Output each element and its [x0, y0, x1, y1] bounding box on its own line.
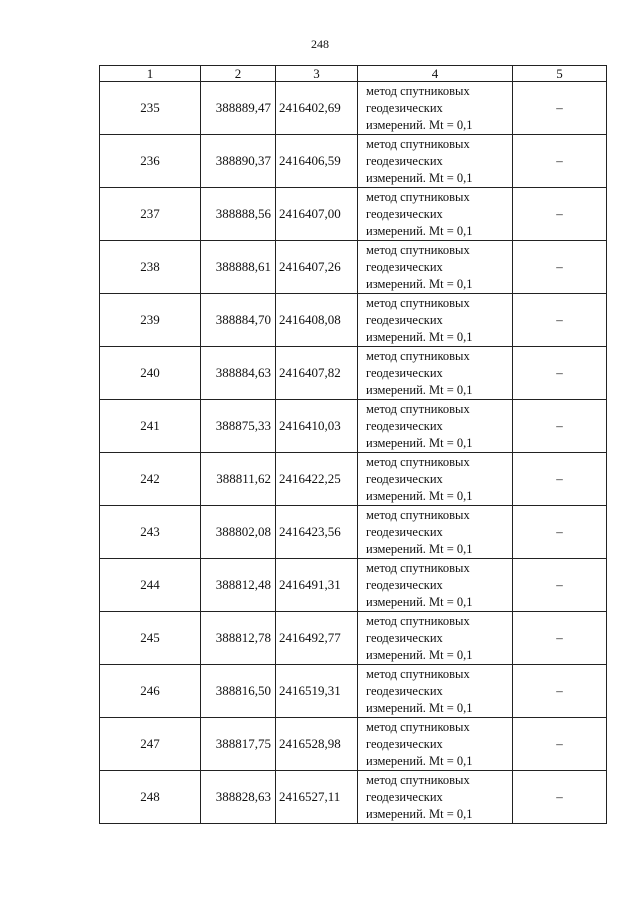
- method-text-line: измерений. Mt = 0,1: [366, 276, 473, 291]
- method-text-line: метод спутниковых: [366, 613, 470, 628]
- method-text-line: измерений. Mt = 0,1: [366, 117, 473, 132]
- point-number-cell: 236: [100, 135, 201, 188]
- point-number-cell: 243: [100, 506, 201, 559]
- x-coordinate-cell: 388828,63: [201, 771, 276, 824]
- table-row: [100, 241, 607, 294]
- method-text-line: измерений. Mt = 0,1: [366, 223, 473, 238]
- table-body: [100, 82, 607, 824]
- point-number-cell: 244: [100, 559, 201, 612]
- note-cell: –: [513, 665, 607, 718]
- method-text-line: метод спутниковых: [366, 295, 470, 310]
- y-coordinate-cell: 2416491,31: [276, 559, 358, 612]
- method-text-line: геодезических: [366, 312, 443, 327]
- method-text-line: измерений. Mt = 0,1: [366, 170, 473, 185]
- x-coordinate-cell: 388890,37: [201, 135, 276, 188]
- point-number-cell: 239: [100, 294, 201, 347]
- header-col-3: 3: [276, 66, 358, 82]
- method-text-line: измерений. Mt = 0,1: [366, 329, 473, 344]
- x-coordinate-cell: 388888,56: [201, 188, 276, 241]
- table-row: [100, 718, 607, 771]
- method-text-line: геодезических: [366, 630, 443, 645]
- y-coordinate-cell: 2416402,69: [276, 82, 358, 135]
- method-text-line: геодезических: [366, 259, 443, 274]
- note-cell: –: [513, 506, 607, 559]
- x-coordinate-cell: 388884,70: [201, 294, 276, 347]
- method-text-line: метод спутниковых: [366, 454, 470, 469]
- note-cell: –: [513, 294, 607, 347]
- point-number-cell: 248: [100, 771, 201, 824]
- point-number-cell: 235: [100, 82, 201, 135]
- method-text-line: метод спутниковых: [366, 136, 470, 151]
- note-cell: –: [513, 135, 607, 188]
- method-text-line: метод спутниковых: [366, 772, 470, 787]
- method-text-line: геодезических: [366, 683, 443, 698]
- method-cell: [358, 559, 513, 612]
- method-cell: [358, 665, 513, 718]
- point-number-cell: 246: [100, 665, 201, 718]
- method-cell: [358, 453, 513, 506]
- table-row: [100, 188, 607, 241]
- note-cell: –: [513, 82, 607, 135]
- method-text-line: измерений. Mt = 0,1: [366, 541, 473, 556]
- point-number-cell: 238: [100, 241, 201, 294]
- method-text-line: измерений. Mt = 0,1: [366, 700, 473, 715]
- table-row: [100, 665, 607, 718]
- note-cell: –: [513, 453, 607, 506]
- table-row: [100, 506, 607, 559]
- y-coordinate-cell: 2416407,00: [276, 188, 358, 241]
- method-text-line: измерений. Mt = 0,1: [366, 806, 473, 821]
- note-cell: –: [513, 241, 607, 294]
- x-coordinate-cell: 388884,63: [201, 347, 276, 400]
- note-cell: –: [513, 771, 607, 824]
- table-row: [100, 612, 607, 665]
- method-text-line: метод спутниковых: [366, 189, 470, 204]
- x-coordinate-cell: 388816,50: [201, 665, 276, 718]
- method-text-line: измерений. Mt = 0,1: [366, 435, 473, 450]
- method-text-line: метод спутниковых: [366, 560, 470, 575]
- point-number-cell: 240: [100, 347, 201, 400]
- method-text-line: геодезических: [366, 736, 443, 751]
- method-text-line: измерений. Mt = 0,1: [366, 647, 473, 662]
- table-header-row: [100, 66, 607, 82]
- point-number-cell: 247: [100, 718, 201, 771]
- header-col-4: 4: [358, 66, 513, 82]
- method-text-line: геодезических: [366, 577, 443, 592]
- x-coordinate-cell: 388875,33: [201, 400, 276, 453]
- y-coordinate-cell: 2416406,59: [276, 135, 358, 188]
- x-coordinate-cell: 388812,48: [201, 559, 276, 612]
- method-cell: [358, 347, 513, 400]
- y-coordinate-cell: 2416407,82: [276, 347, 358, 400]
- method-cell: [358, 718, 513, 771]
- method-text-line: метод спутниковых: [366, 83, 470, 98]
- method-cell: [358, 135, 513, 188]
- y-coordinate-cell: 2416407,26: [276, 241, 358, 294]
- point-number-cell: 241: [100, 400, 201, 453]
- table-row: [100, 294, 607, 347]
- header-col-2: 2: [201, 66, 276, 82]
- y-coordinate-cell: 2416492,77: [276, 612, 358, 665]
- x-coordinate-cell: 388812,78: [201, 612, 276, 665]
- method-text-line: геодезических: [366, 100, 443, 115]
- method-cell: [358, 506, 513, 559]
- method-text-line: измерений. Mt = 0,1: [366, 382, 473, 397]
- x-coordinate-cell: 388811,62: [201, 453, 276, 506]
- header-col-1: 1: [100, 66, 201, 82]
- method-text-line: метод спутниковых: [366, 401, 470, 416]
- method-cell: [358, 612, 513, 665]
- note-cell: –: [513, 347, 607, 400]
- method-cell: [358, 294, 513, 347]
- y-coordinate-cell: 2416422,25: [276, 453, 358, 506]
- method-text-line: метод спутниковых: [366, 242, 470, 257]
- method-text-line: геодезических: [366, 418, 443, 433]
- x-coordinate-cell: 388888,61: [201, 241, 276, 294]
- method-text-line: геодезических: [366, 471, 443, 486]
- page-number: 248: [311, 37, 329, 51]
- method-cell: [358, 771, 513, 824]
- method-text-line: геодезических: [366, 524, 443, 539]
- method-text-line: измерений. Mt = 0,1: [366, 488, 473, 503]
- point-number-cell: 245: [100, 612, 201, 665]
- method-text-line: измерений. Mt = 0,1: [366, 594, 473, 609]
- note-cell: –: [513, 612, 607, 665]
- x-coordinate-cell: 388889,47: [201, 82, 276, 135]
- y-coordinate-cell: 2416423,56: [276, 506, 358, 559]
- x-coordinate-cell: 388817,75: [201, 718, 276, 771]
- method-text-line: метод спутниковых: [366, 666, 470, 681]
- point-number-cell: 242: [100, 453, 201, 506]
- method-text-line: метод спутниковых: [366, 348, 470, 363]
- method-text-line: геодезических: [366, 153, 443, 168]
- y-coordinate-cell: 2416528,98: [276, 718, 358, 771]
- method-cell: [358, 188, 513, 241]
- method-text-line: метод спутниковых: [366, 719, 470, 734]
- method-text-line: геодезических: [366, 789, 443, 804]
- note-cell: –: [513, 400, 607, 453]
- y-coordinate-cell: 2416519,31: [276, 665, 358, 718]
- table-row: [100, 453, 607, 506]
- note-cell: –: [513, 718, 607, 771]
- y-coordinate-cell: 2416410,03: [276, 400, 358, 453]
- method-text-line: геодезических: [366, 206, 443, 221]
- method-cell: [358, 82, 513, 135]
- x-coordinate-cell: 388802,08: [201, 506, 276, 559]
- method-text-line: измерений. Mt = 0,1: [366, 753, 473, 768]
- coordinates-table: [99, 65, 607, 824]
- table-row: [100, 347, 607, 400]
- point-number-cell: 237: [100, 188, 201, 241]
- table-row: [100, 559, 607, 612]
- method-cell: [358, 241, 513, 294]
- note-cell: –: [513, 559, 607, 612]
- method-cell: [358, 400, 513, 453]
- method-text-line: метод спутниковых: [366, 507, 470, 522]
- table-row: [100, 82, 607, 135]
- table-row: [100, 771, 607, 824]
- header-col-5: 5: [513, 66, 607, 82]
- table-row: [100, 135, 607, 188]
- y-coordinate-cell: 2416527,11: [276, 771, 358, 824]
- note-cell: –: [513, 188, 607, 241]
- table-row: [100, 400, 607, 453]
- y-coordinate-cell: 2416408,08: [276, 294, 358, 347]
- method-text-line: геодезических: [366, 365, 443, 380]
